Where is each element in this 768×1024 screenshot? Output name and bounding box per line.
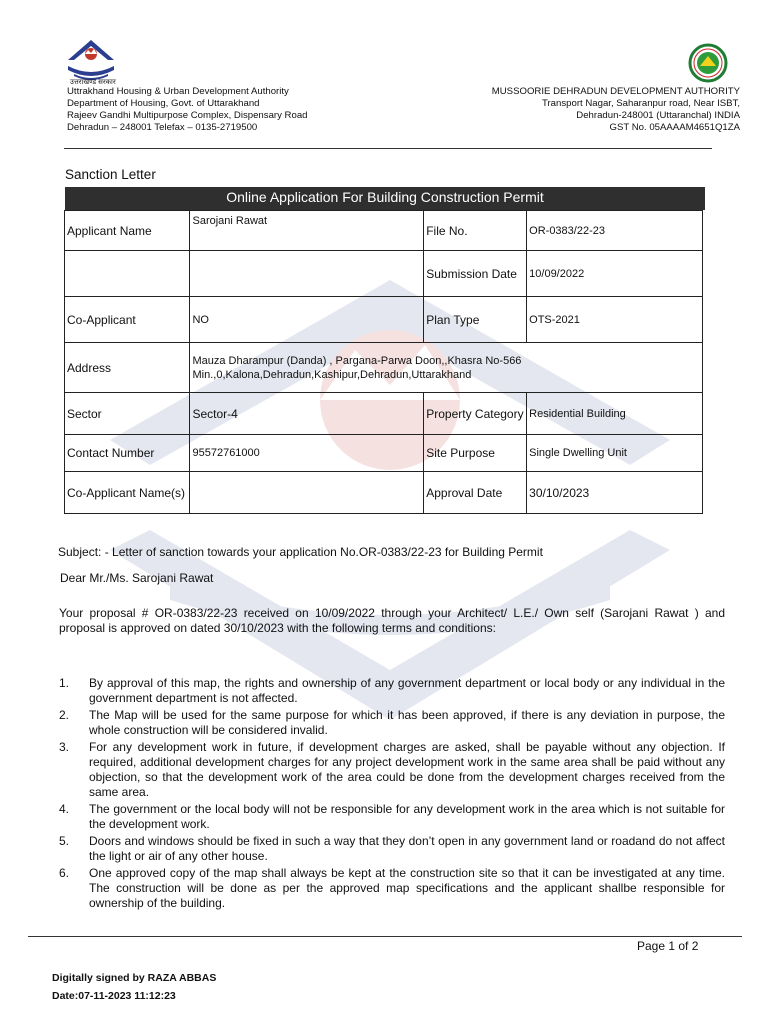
sector-label: Sector (65, 393, 190, 435)
list-item: 4. The government or the local body will not be responsible for any development work in the area which is not suitable for the development work. (59, 802, 725, 831)
property-category-value: Residential Building (527, 393, 703, 435)
plan-type-value: OTS-2021 (527, 297, 703, 343)
footer-divider (28, 936, 742, 937)
sector-value: Sector-4 (190, 393, 424, 435)
contact-number-value: 95572761000 (190, 435, 424, 472)
logo-caption: उत्तराखण्ड सरकार (70, 79, 116, 86)
address-value: Mauza Dharampur (Danda) , Pargana-Parwa Doon,,Khasra No-566 Min.,0,Kalona,Dehradun,Kashipur,Dehradun,Uttarakhand (190, 343, 703, 393)
applicant-name-label: Applicant Name (65, 211, 190, 251)
header-right-address: MUSSOORIE DEHRADUN DEVELOPMENT AUTHORITY Transport Nagar, Saharanpur road, Near ISBT, Dehradun-248001 (Uttaranchal) INDIA GST No. 05AAAAM4651Q1ZA (491, 86, 740, 133)
approval-date-label: Approval Date (424, 472, 527, 514)
co-applicant-label: Co-Applicant (65, 297, 190, 343)
page-number: Page 1 of 2 (637, 939, 699, 953)
list-item: 3. For any development work in future, if development charges are asked, shall be payable without any objection. If required, additional development charges for any project development work in the same area shall be paid without any objection, so that the development work of the area could be done from the development charges received from the same area. (59, 740, 725, 799)
empty-cell (190, 251, 424, 297)
submission-date-label: Submission Date (424, 251, 527, 297)
header-left-address: Uttrakhand Housing & Urban Development Authority Department of Housing, Govt. of Uttarakhand Rajeev Gandhi Multipurpose Complex, Dispensary Road Dehradun – 248001 Telefax – 0135-2719500 (67, 86, 308, 133)
terms-list (59, 676, 725, 913)
digital-signature (52, 969, 216, 1005)
site-purpose-label: Site Purpose (424, 435, 527, 472)
file-no-label: File No. (424, 211, 527, 251)
contact-number-label: Contact Number (65, 435, 190, 472)
letter-subject: Subject: - Letter of sanction towards your application No.OR-0383/22-23 for Building Permit (58, 545, 543, 559)
co-applicant-value: NO (190, 297, 424, 343)
list-item: 2. The Map will be used for the same purpose for which it has been approved, if there is any deviation in purpose, the whole construction will be considered invalid. (59, 708, 725, 737)
salutation: Dear Mr./Ms. Sarojani Rawat (60, 571, 214, 585)
list-item: 5. Doors and windows should be fixed in such a way that they don’t open in any government land or roadand do not affect the light or air of any other house. (59, 834, 725, 863)
co-applicant-names-label: Co-Applicant Name(s) (65, 472, 190, 514)
site-purpose-value: Single Dwelling Unit (527, 435, 703, 472)
submission-date-value: 10/09/2022 (527, 251, 703, 297)
address-label: Address (65, 343, 190, 393)
form-title-bar: Online Application For Building Construction Permit (65, 187, 705, 210)
mdda-logo (688, 42, 728, 84)
application-details-table (64, 210, 703, 514)
header-divider (64, 148, 712, 149)
approval-date-value: 30/10/2023 (527, 472, 703, 514)
property-category-label: Property Category (424, 393, 527, 435)
file-no-value: OR-0383/22-23 (527, 211, 703, 251)
list-item: 1. By approval of this map, the rights and ownership of any government department or local body or any individual in the government department is not affected. (59, 676, 725, 705)
sanction-title: Sanction Letter (65, 167, 156, 182)
plan-type-label: Plan Type (424, 297, 527, 343)
signed-date: Date:07-11-2023 11:12:23 (52, 990, 176, 1002)
applicant-name-value: Sarojani Rawat (190, 211, 424, 251)
co-applicant-names-value (190, 472, 424, 514)
empty-cell (65, 251, 190, 297)
signed-by: Digitally signed by RAZA ABBAS (52, 972, 217, 984)
list-item: 6. One approved copy of the map shall always be kept at the construction site so that it can be investigated at any time. The construction will be done as per the approved map specifications and the applicant shallbe responsible for ownership of the building. (59, 866, 725, 910)
proposal-paragraph: Your proposal # OR-0383/22-23 received on 10/09/2022 through your Architect/ L.E./ Own self (Sarojani Rawat ) and proposal is approved on dated 30/10/2023 with the following terms and conditions: (59, 606, 725, 635)
